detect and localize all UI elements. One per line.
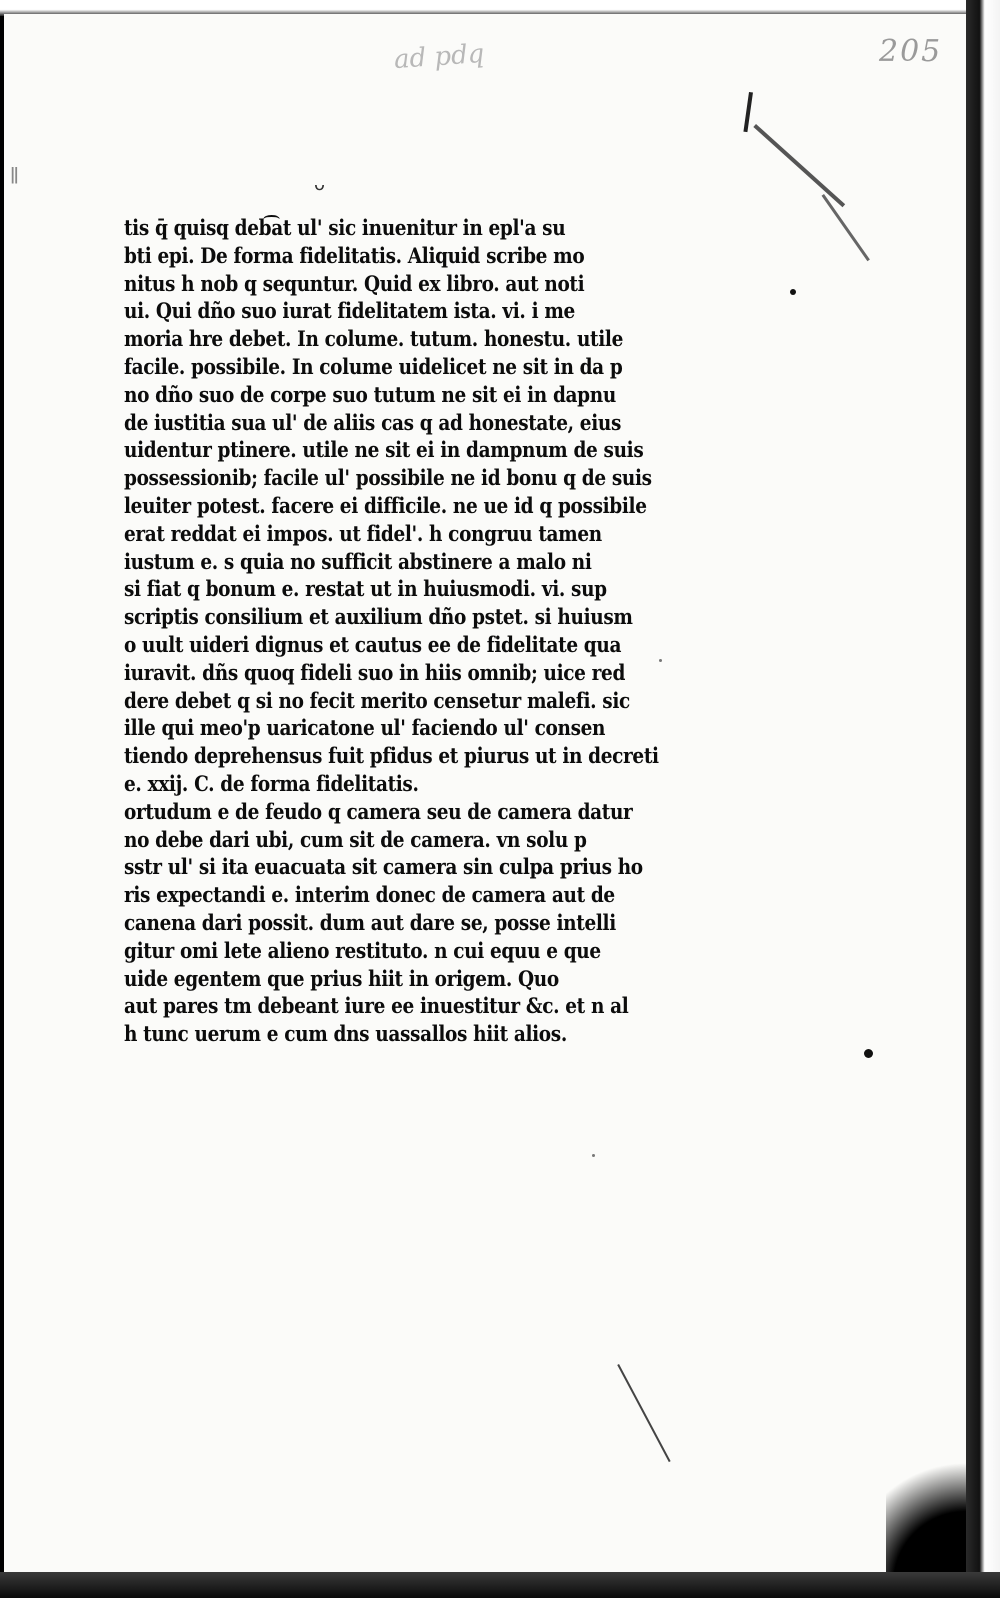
text-line: sstr ul' si ita euacuata sit camera sin culpa prius ho <box>124 854 643 880</box>
text-line: h tunc uerum e cum dns uassallos hiit alios. <box>124 1021 567 1047</box>
ink-scratch-1 <box>743 92 753 132</box>
text-line: ortudum e de feudo q camera seu de camera datur <box>124 798 633 824</box>
manuscript-text-block <box>124 214 659 1048</box>
folio-number: 205 <box>879 34 943 69</box>
ink-dot-1 <box>790 289 796 295</box>
text-line: o uult uideri dignus et cautus ee de fidelitate qua <box>124 631 622 657</box>
left-margin-mark: ǁ <box>10 164 19 185</box>
ink-dot-4 <box>592 1154 595 1157</box>
text-line: bti epi. De forma fidelitatis. Aliquid scribe mo <box>124 242 585 268</box>
text-line: erat reddat ei impos. ut fidel'. h congruu tamen <box>124 520 602 546</box>
ink-scratch-2 <box>753 124 845 207</box>
ink-scratch-3 <box>822 194 870 261</box>
text-line: nitus h nob q sequntur. Quid ex libro. aut noti <box>124 270 585 296</box>
right-binding-edge <box>966 0 1000 1598</box>
bottom-scan-border <box>0 1572 1000 1598</box>
text-line: gitur omi lete alieno restituto. n cui equu e que <box>124 937 601 963</box>
text-line: ris expectandi e. interim donec de camera aut de <box>124 882 615 908</box>
text-line: iuravit. dñs quoq fideli suo in hiis omnib; uice red <box>124 659 626 685</box>
text-line: canena dari possit. dum aut dare se, posse intelli <box>124 909 616 935</box>
text-line: tis q̄ quisq deb͡at ul' sic inuenitur in epl'a su <box>124 215 566 240</box>
manuscript-page <box>4 14 966 1584</box>
text-line: aut pares tm debeant iure ee inuestitur &c. et n al <box>124 993 629 1019</box>
text-line: ille qui meo'p uaricatone ul' faciendo ul' consen <box>124 715 606 741</box>
ink-dot-3 <box>659 659 662 662</box>
text-line: e. xxij. C. de forma fidelitatis. <box>124 770 419 796</box>
text-line: no dño suo de corpe suo tutum ne sit ei in dapnu <box>124 381 616 407</box>
corner-shadow <box>886 1444 966 1584</box>
text-line: scriptis consilium et auxilium dño pstet. si huiusm <box>124 604 633 630</box>
text-line: ui. Qui dño suo iurat fidelitatem ista. vi. i me <box>124 298 575 324</box>
text-line: tiendo deprehensus fuit pfidus et piurus ut in decreti <box>124 743 659 769</box>
text-line: de iustitia sua ul' de aliis cas q ad honestate, eius <box>124 409 622 435</box>
text-line: no debe dari ubi, cum sit de camera. vn solu p <box>124 826 587 852</box>
top-mark: ᴗ <box>314 174 326 195</box>
text-line: iustum e. s quia no sufficit abstinere a malo ni <box>124 548 592 574</box>
text-line: dere debet q si no fecit merito censetur malefi. sic <box>124 687 630 713</box>
text-line: uide egentem que prius hiit in origem. Quo <box>124 965 559 991</box>
text-line: facile. possibile. In colume uidelicet ne sit in da p <box>124 353 623 379</box>
ink-scratch-4 <box>617 1364 670 1462</box>
text-line: leuiter potest. facere ei difficile. ne ue id q possibile <box>124 492 647 518</box>
text-line: uidentur ptinere. utile ne sit ei in dampnum de suis <box>124 437 644 463</box>
ink-dot-2 <box>864 1049 873 1058</box>
text-line: si fiat q bonum e. restat ut in huiusmodi. vi. sup <box>124 576 607 602</box>
text-line: moria hre debet. In colume. tutum. honestu. utile <box>124 326 623 352</box>
text-line: possessionib; facile ul' possibile ne id bonu q de suis <box>124 465 652 491</box>
shelfmark-note: ad pdq <box>393 38 486 76</box>
